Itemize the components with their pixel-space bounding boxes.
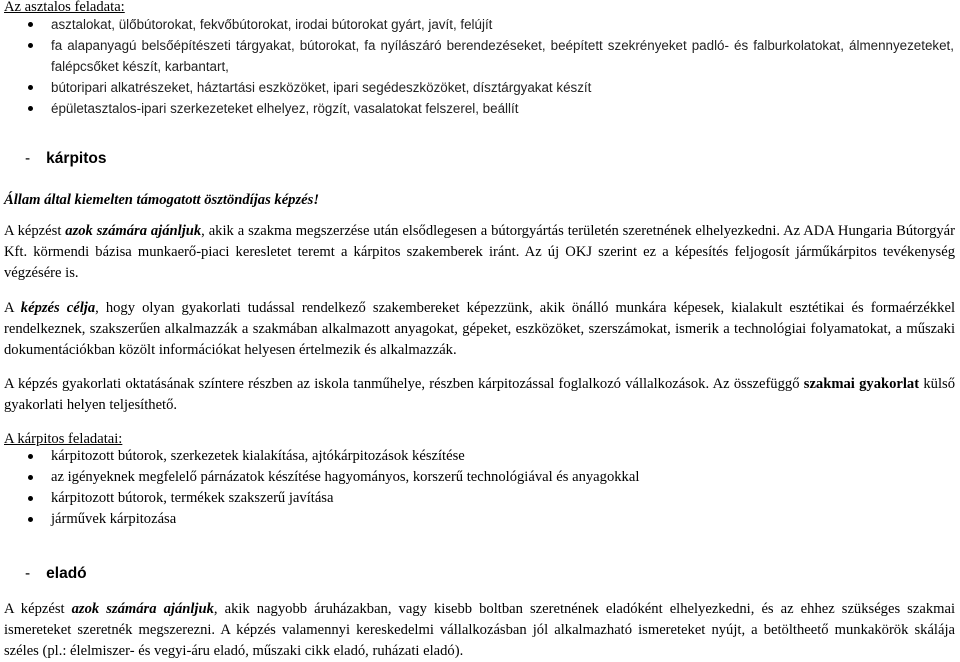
karpitos-intro-paragraph: A képzést azok számára ajánljuk, akik a szakma megszerzése után elsődlegesen a bútorgyártás területén szeretnének elhelyezkedni. Az ADA Hungaria Bútorgyár Kft. körmendi bázisa munkaerő-piaci keresletet teremt a kárpitos szakemberek iránt. Az új OKJ szerint ez a képesítés feljogosít járműkárpitos tevékenység végzésére is. — [4, 223, 956, 281]
bullet-icon — [28, 496, 33, 501]
list-item: épületasztalos-ipari szerkezeteket elhelyez, rögzít, vasalatokat felszerel, beállít — [0, 98, 960, 119]
asztalos-title: Az asztalos feladata: — [4, 0, 125, 15]
bullet-icon — [28, 106, 33, 111]
karpitos-tasks-title: A kárpitos feladatai: — [4, 431, 123, 447]
bullet-icon — [28, 517, 33, 522]
asztalos-task-list — [0, 14, 960, 119]
list-item: asztalokat, ülőbútorokat, fekvőbútorokat, irodai bútorokat gyárt, javít, felújít — [0, 14, 960, 35]
scholarship-notice: Állam által kiemelten támogatott ösztöndíjas képzés! — [4, 192, 319, 208]
karpitos-task-list — [0, 446, 960, 530]
list-item: az igényeknek megfelelő párnázatok készítése hagyományos, korszerű technológiával és anyagokkal — [0, 467, 960, 488]
bullet-icon — [28, 22, 33, 27]
list-item: kárpitozott bútorok, termékek szakszerű javítása — [0, 488, 960, 509]
bullet-icon — [28, 43, 33, 48]
bullet-icon — [28, 454, 33, 459]
karpitos-heading: - kárpitos — [25, 150, 107, 167]
karpitos-goal-paragraph: A képzés célja, hogy olyan gyakorlati tudással rendelkező szakembereket képezzünk, akik önálló munkára képesek, kialakult esztétikai és formaérzékkel rendelkeznek, szakszerűen alkalmazzák a szakmában alkalmazott anyagokat, gépeket, eszközöket, szerszámokat, ismerik a technológiai folyamatokat, a műszaki dokumentációkban közölt információkat helyesen értelmezik és alkalmazzák. — [4, 300, 955, 358]
bullet-icon — [28, 85, 33, 90]
list-item: kárpitozott bútorok, szerkezetek kialakítása, ajtókárpitozások készítése — [0, 446, 960, 467]
karpitos-practice-paragraph: A képzés gyakorlati oktatásának színtere részben az iskola tanműhelye, részben kárpitozással foglalkozó vállalkozások. Az összefüggő szakmai gyakorlat külső gyakorlati helyen teljesíthető. — [4, 376, 955, 413]
elado-intro-paragraph: A képzést azok számára ajánljuk, akik nagyobb áruházakban, vagy kisebb boltban szeretnének eladóként elhelyezkedni, és az ehhez szükséges szakmai ismereteket szeretnék megszerezni. A képzés valamennyi kereskedelmi vállalkozásban jól alkalmazható ismereteket nyújt, a betöltheető munkakörök skálája széles (pl.: élelmiszer- és vegyi-áru eladó, műszaki cikk eladó, ruházati eladó). — [4, 601, 955, 659]
bullet-icon — [28, 475, 33, 480]
list-item: fa alapanyagú belsőépítészeti tárgyakat, bútorokat, fa nyílászáró berendezéseket, beépített szekrényeket padló- és falburkolatokat, álmennyezeteket, falépcsőket készít, karbantart, — [0, 35, 960, 77]
elado-heading: - eladó — [25, 565, 87, 582]
list-item: bútoripari alkatrészeket, háztartási eszközöket, ipari segédeszközöket, dísztárgyakat készít — [0, 77, 960, 98]
list-item: járművek kárpitozása — [0, 509, 960, 530]
